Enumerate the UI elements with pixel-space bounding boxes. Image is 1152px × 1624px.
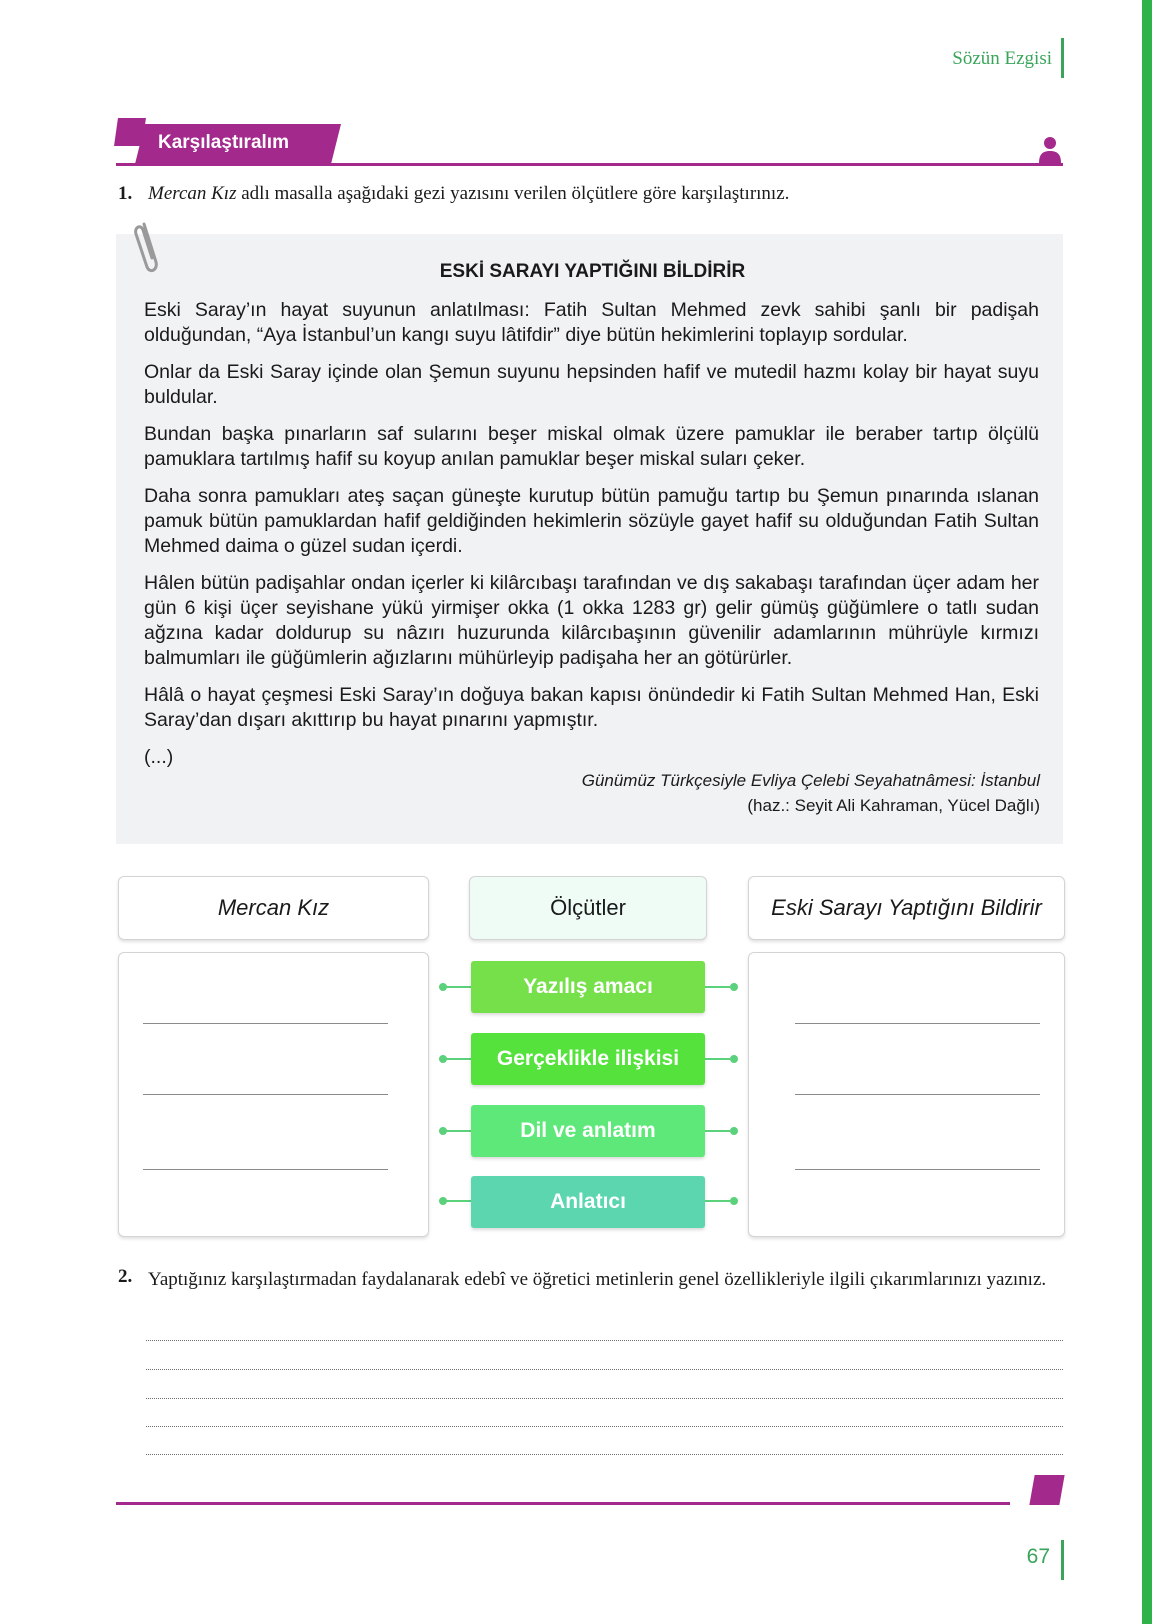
excerpt-source: [440, 768, 1040, 818]
connector-dot: [730, 983, 738, 991]
question-1-body: adlı masalla aşağıdaki gezi yazısını verilen ölçütlere göre karşılaştırınız.: [236, 183, 790, 204]
criterion-relation-to-reality: Gerçeklikle ilişkisi: [471, 1033, 705, 1085]
left-answer-box[interactable]: [118, 952, 429, 1237]
question-1-title: Mercan Kız: [148, 183, 237, 204]
section-underline: [116, 163, 1063, 166]
answer-line: [143, 1094, 388, 1095]
connector-line: [445, 1200, 471, 1202]
question-1-number: 1.: [118, 183, 133, 204]
connector-line: [705, 986, 730, 988]
right-column-header: Eski Sarayı Yaptığını Bildirir: [748, 876, 1065, 940]
footer-tab: [1029, 1475, 1064, 1505]
excerpt-paragraph: Bundan başka pınarların saf sularını beşer miskal olmak üzere pamuklar ile beraber tartıp ölçülü pamuklara tartılmış hafif su koyup anılan pamuklar beşer miskal suları çeker.: [144, 423, 1039, 470]
answer-dotted-line[interactable]: [146, 1340, 1063, 1341]
question-2-text: Yaptığınız karşılaştırmadan faydalanarak edebî ve öğretici metinlerin genel özellikleriyle ilgili çıkarımlarınızı yazınız.: [148, 1269, 1047, 1290]
criterion-writing-purpose: Yazılış amacı: [471, 961, 705, 1013]
connector-line: [705, 1130, 730, 1132]
answer-dotted-line[interactable]: [146, 1426, 1063, 1427]
answer-line: [795, 1023, 1040, 1024]
right-answer-box[interactable]: [748, 952, 1065, 1237]
excerpt-title: ESKİ SARAYI YAPTIĞINI BİLDİRİR: [439, 261, 746, 282]
page-edge-stripe: [1142, 0, 1152, 1624]
excerpt-paragraph: Eski Saray’ın hayat suyunun anlatılması: Fatih Sultan Mehmed zevk sahibi şanlı bir padişah olduğundan, “Aya İstanbul’un kangı suyu lâtifdir” diye bütün hekimlerini toplayıp sordular.: [144, 299, 1039, 346]
source-title: Günümüz Türkçesiyle Evliya Çelebi Seyahatnâmesi: İstanbul: [581, 771, 1040, 790]
connector-line: [705, 1200, 730, 1202]
question-2-number: 2.: [118, 1266, 133, 1287]
answer-dotted-line[interactable]: [146, 1369, 1063, 1370]
answer-line: [143, 1169, 388, 1170]
answer-dotted-line[interactable]: [146, 1398, 1063, 1399]
answer-line: [143, 1023, 388, 1024]
connector-dot: [730, 1055, 738, 1063]
connector-dot: [730, 1127, 738, 1135]
connector-line: [445, 986, 471, 988]
connector-line: [445, 1130, 471, 1132]
criterion-language-and-narration: Dil ve anlatım: [471, 1105, 705, 1157]
excerpt-paragraph: Daha sonra pamukları ateş saçan güneşte kurutup bütün pamuğu tartıp bu Şemun pınarında ıslanan pamuk bütün pamuklardan hafif geldiğinden hekimlerin sözüyle gayet hafif su olduğundan Fatih Sultan Mehmed daima o güzel sudan içerdi.: [144, 485, 1039, 557]
excerpt-paragraph: Hâlâ o hayat çeşmesi Eski Saray’ın doğuya bakan kapısı önündedir ki Fatih Sultan Mehmed Han, Eski Saray’dan dışarı akıttırıp bu hayat pınarını yapmıştır.: [144, 684, 1039, 731]
footer-line: [116, 1502, 1010, 1505]
connector-line: [705, 1058, 730, 1060]
left-column-header: Mercan Kız: [118, 876, 429, 940]
answer-dotted-line[interactable]: [146, 1454, 1063, 1455]
excerpt-paragraph: Onlar da Eski Saray içinde olan Şemun suyunu hepsinden hafif ve mutedil hazmı kolay bir hayat suyu buldular.: [144, 361, 1039, 408]
excerpt-paragraph: Hâlen bütün padişahlar ondan içerler ki kilârcıbaşı tarafından ve dış sakabaşı tarafından üçer adam her gün 6 kişi üçer seyishane yükü yirmişer okka (1 okka 1283 gr) gelir gümüş güğümlere o tatlı sudan ağzına kadar doldurup su nâzırı huzurunda kilârcıbaşının güvenilir adamlarının mührüyle kırmızı balmumları ile güğümlerin ağızlarını mühürleyip padişaha her an götürürler.: [144, 572, 1039, 669]
page-number-divider: [1061, 1540, 1064, 1580]
person-icon: [1038, 136, 1062, 164]
section-title: Karşılaştıralım: [158, 132, 289, 153]
page-number: 67: [1026, 1545, 1050, 1568]
source-editors: (haz.: Seyit Ali Kahraman, Yücel Dağlı): [747, 796, 1040, 815]
running-head-divider: [1061, 38, 1064, 78]
criterion-narrator: Anlatıcı: [471, 1176, 705, 1228]
running-head: Sözün Ezgisi: [952, 48, 1052, 69]
connector-line: [445, 1058, 471, 1060]
connector-dot: [730, 1197, 738, 1205]
excerpt-ellipsis: (...): [144, 746, 174, 768]
criteria-header: Ölçütler: [469, 876, 707, 940]
answer-line: [795, 1169, 1040, 1170]
question-1-text: [148, 183, 1048, 205]
answer-line: [795, 1094, 1040, 1095]
excerpt-body: [144, 298, 1039, 782]
